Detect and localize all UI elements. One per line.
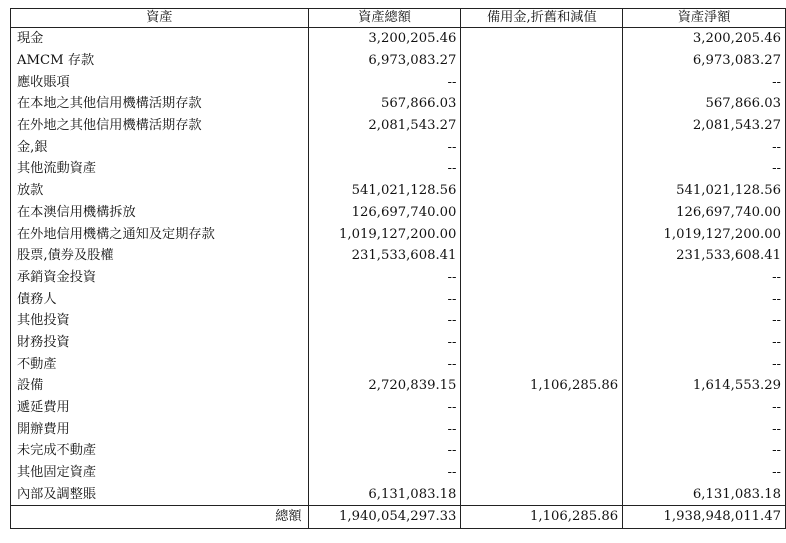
- table-row: [11, 353, 786, 375]
- asset-table-container: [10, 8, 786, 529]
- table-row: [11, 483, 786, 505]
- gross-amount: --: [308, 462, 461, 484]
- asset-name: 債務人: [11, 288, 309, 310]
- provision-amount: [461, 93, 623, 115]
- gross-amount: 126,697,740.00: [308, 202, 461, 224]
- asset-name: 其他流動資產: [11, 158, 309, 180]
- table-row: [11, 397, 786, 419]
- asset-name: 金,銀: [11, 136, 309, 158]
- gross-amount: --: [308, 332, 461, 354]
- provision-amount: [461, 310, 623, 332]
- net-amount: --: [623, 136, 786, 158]
- asset-name: 在外地之其他信用機構活期存款: [11, 115, 309, 137]
- asset-name: 承銷資金投資: [11, 267, 309, 289]
- asset-name: 其他固定資產: [11, 462, 309, 484]
- table-row: [11, 50, 786, 72]
- total-row: [11, 506, 786, 529]
- total-provision: 1,106,285.86: [461, 506, 623, 529]
- gross-amount: --: [308, 288, 461, 310]
- gross-amount: --: [308, 71, 461, 93]
- asset-name: 在外地信用機構之通知及定期存款: [11, 223, 309, 245]
- provision-amount: [461, 50, 623, 72]
- table-row: [11, 245, 786, 267]
- asset-name: AMCM 存款: [11, 50, 309, 72]
- table-row: [11, 28, 786, 50]
- net-amount: --: [623, 288, 786, 310]
- net-amount: 567,866.03: [623, 93, 786, 115]
- net-amount: --: [623, 310, 786, 332]
- net-amount: 126,697,740.00: [623, 202, 786, 224]
- provision-amount: 1,106,285.86: [461, 375, 623, 397]
- net-amount: --: [623, 332, 786, 354]
- provision-amount: [461, 180, 623, 202]
- net-amount: 6,131,083.18: [623, 483, 786, 505]
- net-amount: 1,019,127,200.00: [623, 223, 786, 245]
- net-amount: --: [623, 353, 786, 375]
- asset-name: 應收賬項: [11, 71, 309, 93]
- gross-amount: 2,720,839.15: [308, 375, 461, 397]
- asset-name: 遞延費用: [11, 397, 309, 419]
- provision-amount: [461, 418, 623, 440]
- asset-name: 未完成不動產: [11, 440, 309, 462]
- table-row: [11, 158, 786, 180]
- table-row: [11, 223, 786, 245]
- provision-amount: [461, 440, 623, 462]
- asset-name: 不動產: [11, 353, 309, 375]
- gross-amount: --: [308, 310, 461, 332]
- table-row: [11, 462, 786, 484]
- net-amount: --: [623, 397, 786, 419]
- table-row: [11, 71, 786, 93]
- table-row: [11, 115, 786, 137]
- gross-amount: --: [308, 418, 461, 440]
- net-amount: 231,533,608.41: [623, 245, 786, 267]
- total-label: 總額: [11, 506, 309, 529]
- provision-amount: [461, 202, 623, 224]
- gross-amount: 6,131,083.18: [308, 483, 461, 505]
- table-row: [11, 418, 786, 440]
- gross-amount: --: [308, 267, 461, 289]
- header-provision: 備用金,折舊和減值: [461, 9, 623, 28]
- gross-amount: 231,533,608.41: [308, 245, 461, 267]
- net-amount: 1,614,553.29: [623, 375, 786, 397]
- provision-amount: [461, 71, 623, 93]
- provision-amount: [461, 245, 623, 267]
- gross-amount: --: [308, 158, 461, 180]
- table-row: [11, 267, 786, 289]
- header-net: 資產淨額: [623, 9, 786, 28]
- table-row: [11, 93, 786, 115]
- table-row: [11, 202, 786, 224]
- provision-amount: [461, 332, 623, 354]
- provision-amount: [461, 483, 623, 505]
- asset-name: 其他投資: [11, 310, 309, 332]
- gross-amount: 1,019,127,200.00: [308, 223, 461, 245]
- header-asset: 資產: [11, 9, 309, 28]
- net-amount: --: [623, 71, 786, 93]
- provision-amount: [461, 353, 623, 375]
- provision-amount: [461, 223, 623, 245]
- header-gross: 資產總額: [308, 9, 461, 28]
- gross-amount: 567,866.03: [308, 93, 461, 115]
- net-amount: 6,973,083.27: [623, 50, 786, 72]
- table-row: [11, 332, 786, 354]
- asset-table: [10, 8, 786, 529]
- gross-amount: --: [308, 136, 461, 158]
- gross-amount: --: [308, 353, 461, 375]
- asset-name: 財務投資: [11, 332, 309, 354]
- provision-amount: [461, 115, 623, 137]
- net-amount: --: [623, 158, 786, 180]
- gross-amount: 2,081,543.27: [308, 115, 461, 137]
- provision-amount: [461, 28, 623, 50]
- provision-amount: [461, 462, 623, 484]
- asset-name: 內部及調整賬: [11, 483, 309, 505]
- gross-amount: --: [308, 440, 461, 462]
- header-row: [11, 9, 786, 28]
- gross-amount: 3,200,205.46: [308, 28, 461, 50]
- provision-amount: [461, 397, 623, 419]
- table-row: [11, 310, 786, 332]
- net-amount: 3,200,205.46: [623, 28, 786, 50]
- net-amount: --: [623, 462, 786, 484]
- asset-name: 放款: [11, 180, 309, 202]
- total-gross: 1,940,054,297.33: [308, 506, 461, 529]
- asset-table-body: [11, 28, 786, 506]
- gross-amount: --: [308, 397, 461, 419]
- net-amount: 2,081,543.27: [623, 115, 786, 137]
- asset-table-header: [11, 9, 786, 28]
- total-net: 1,938,948,011.47: [623, 506, 786, 529]
- provision-amount: [461, 136, 623, 158]
- table-row: [11, 180, 786, 202]
- table-row: [11, 136, 786, 158]
- provision-amount: [461, 158, 623, 180]
- gross-amount: 541,021,128.56: [308, 180, 461, 202]
- gross-amount: 6,973,083.27: [308, 50, 461, 72]
- table-row: [11, 288, 786, 310]
- provision-amount: [461, 267, 623, 289]
- asset-name: 現金: [11, 28, 309, 50]
- asset-name: 設備: [11, 375, 309, 397]
- asset-name: 在本澳信用機構拆放: [11, 202, 309, 224]
- asset-table-footer: [11, 506, 786, 529]
- net-amount: --: [623, 267, 786, 289]
- asset-name: 開辦費用: [11, 418, 309, 440]
- table-row: [11, 375, 786, 397]
- table-row: [11, 440, 786, 462]
- net-amount: --: [623, 418, 786, 440]
- asset-name: 在本地之其他信用機構活期存款: [11, 93, 309, 115]
- net-amount: 541,021,128.56: [623, 180, 786, 202]
- net-amount: --: [623, 440, 786, 462]
- provision-amount: [461, 288, 623, 310]
- asset-name: 股票,債券及股權: [11, 245, 309, 267]
